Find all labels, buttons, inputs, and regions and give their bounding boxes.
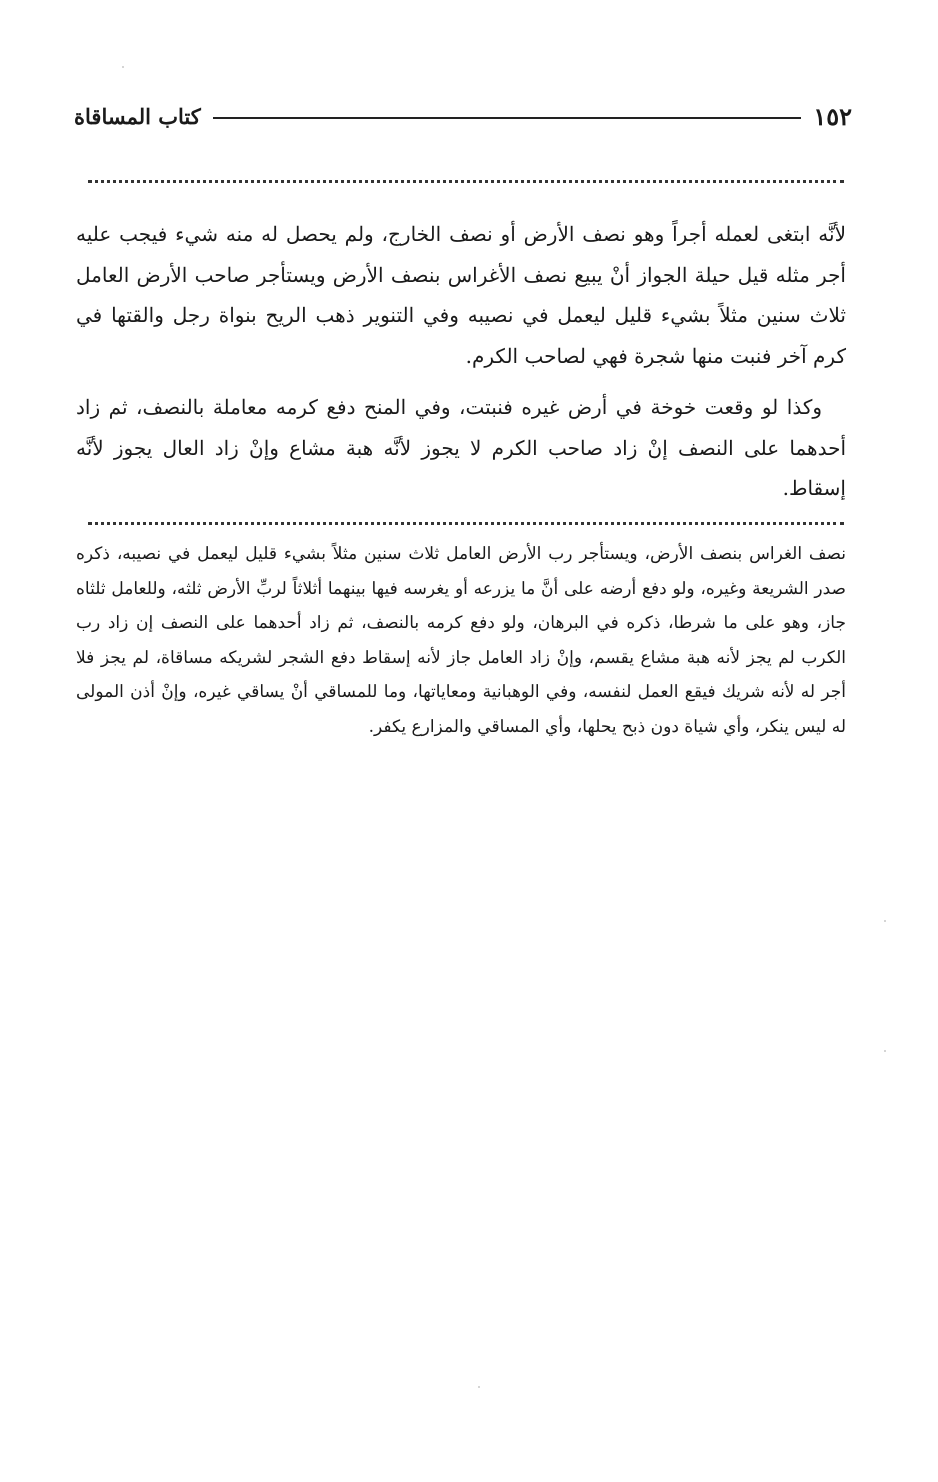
- scan-speck: [122, 66, 124, 68]
- main-text: [76, 214, 846, 509]
- header-rule: [213, 117, 802, 119]
- dotted-separator-top: [88, 180, 844, 183]
- book-title: كتاب المساقاة: [74, 103, 201, 129]
- commentary-text: [76, 537, 846, 744]
- running-header: [74, 96, 852, 136]
- scan-speck: [884, 920, 886, 922]
- main-paragraph: وكذا لو وقعت خوخة في أرض غيره فنبتت، وفي المنح دفع كرمه معاملة بالنصف، ثم زاد أحدهما على النصف إنْ زاد صاحب الكرم لا يجوز لأنَّه هبة مشاع وإنْ زاد العال يجوز لأنَّه إسقاط.: [76, 395, 846, 500]
- scan-speck: [884, 1050, 886, 1052]
- commentary-paragraph: نصف الغراس بنصف الأرض، ويستأجر رب الأرض العامل ثلاث سنين مثلاً بشيء قليل ليعمل في نصيبه، ذكره صدر الشريعة وغيره، ولو دفع أرضه على أنَّ ما يزرعه أو يغرسه فيها بينهما أثلاثاً لربِّ الأرض ثلثه، وللعامل ثلثاه جاز، وهو على ما شرطا، ذكره في البرهان، ولو دفع كرمه بالنصف، ثم زاد أحدهما على النصف إن زاد رب الكرب لم يجز لأنه هبة مشاع يقسم، وإنْ زاد العامل جاز لأنه إسقاط دفع الشجر لشريكه مساقاة، لم يجز فلا أجر له لأنه شريك فيقع العمل لنفسه، وفي الوهبانية ومعاياتها، وما للمساقي أنْ يساقي غيره، وإنْ أذن المولى له ليس ينكر، وأي شياة دون ذبح يحلها، وأي المساقي والمزارع يكفر.: [76, 544, 846, 737]
- dotted-separator-bottom: [88, 522, 844, 525]
- page-number: ١٥٢: [813, 101, 852, 131]
- main-paragraph: لأنَّه ابتغى لعمله أجراً وهو نصف الأرض أو نصف الخارج، ولم يحصل له منه شيء فيجب عليه أجر مثله قيل حيلة الجواز أنْ يبيع نصف الأغراس بنصف الأرض ويستأجر صاحب الأرض العامل ثلاث سنين مثلاً بشيء قليل ليعمل في نصيبه وفي التنوير ذهب الريح بنواة رجل والقتها في كرم آخر فنبت منها شجرة فهي لصاحب الكرم.: [76, 222, 846, 368]
- scan-speck: [478, 1386, 480, 1388]
